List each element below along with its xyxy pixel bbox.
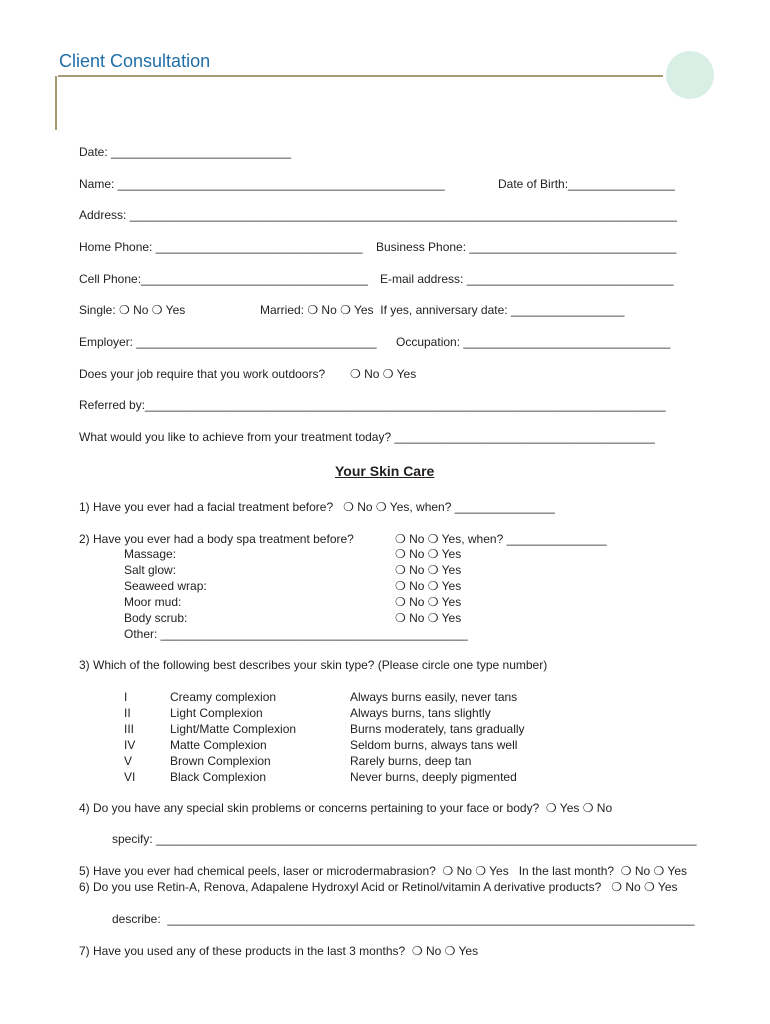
treatment-label: Salt glow: bbox=[124, 563, 177, 577]
question-2-options[interactable]: ❍ No ❍ Yes, when? _______________ bbox=[395, 532, 607, 546]
treatment-label: Moor mud: bbox=[124, 595, 182, 609]
outdoors-question: Does your job require that you work outdoors? bbox=[79, 367, 326, 381]
skin-type-number[interactable]: IV bbox=[124, 738, 136, 752]
question-4[interactable]: 4) Do you have any special skin problems or concerns pertaining to your face or body? ❍ Yes ❍ No bbox=[79, 801, 613, 815]
skin-type-description: Always burns, tans slightly bbox=[350, 706, 491, 720]
business-phone-field[interactable]: Business Phone: _______________________________ bbox=[376, 240, 677, 254]
question-2: 2) Have you ever had a body spa treatment before? bbox=[79, 532, 354, 546]
date-of-birth-field[interactable]: Date of Birth:________________ bbox=[498, 177, 675, 191]
employer-field[interactable]: Employer: ____________________________________ bbox=[79, 335, 377, 349]
header-divider bbox=[58, 75, 663, 77]
skin-type-description: Always burns easily, never tans bbox=[350, 690, 518, 704]
address-field[interactable]: Address: __________________________________________________________________________________ bbox=[79, 208, 677, 222]
question-6[interactable]: 6) Do you use Retin-A, Renova, Adapalene Hydroxyl Acid or Retinol/vitamin A derivative products? ❍ No ❍ Yes bbox=[79, 880, 678, 894]
skin-type-description: Burns moderately, tans gradually bbox=[350, 722, 525, 736]
outdoors-options[interactable]: ❍ No ❍ Yes bbox=[350, 367, 417, 381]
date-field[interactable]: Date: ___________________________ bbox=[79, 145, 292, 159]
email-field[interactable]: E-mail address: _______________________________ bbox=[380, 272, 674, 286]
skin-type-number[interactable]: III bbox=[124, 722, 135, 736]
question-1[interactable]: 1) Have you ever had a facial treatment before? ❍ No ❍ Yes, when? _______________ bbox=[79, 500, 555, 514]
referred-by-field[interactable]: Referred by:______________________________________________________________________________ bbox=[79, 398, 666, 412]
skin-type-description: Never burns, deeply pigmented bbox=[350, 770, 517, 784]
treatment-label: Body scrub: bbox=[124, 611, 188, 625]
skin-type-name: Black Complexion bbox=[170, 770, 267, 784]
skin-type-description: Seldom burns, always tans well bbox=[350, 738, 518, 752]
treatment-options[interactable]: ❍ No ❍ Yes bbox=[395, 611, 462, 625]
question-5[interactable]: 5) Have you ever had chemical peels, laser or microdermabrasion? ❍ No ❍ Yes In the last month? ❍ No ❍ Yes bbox=[79, 864, 687, 878]
question-7[interactable]: 7) Have you used any of these products in the last 3 months? ❍ No ❍ Yes bbox=[79, 944, 479, 958]
decorative-circle bbox=[666, 51, 714, 99]
skin-type-number[interactable]: VI bbox=[124, 770, 136, 784]
treatment-label: Seaweed wrap: bbox=[124, 579, 207, 593]
treatment-options[interactable]: ❍ No ❍ Yes bbox=[395, 595, 462, 609]
question-3: 3) Which of the following best describes your skin type? (Please circle one type number) bbox=[79, 658, 548, 672]
skin-type-name: Creamy complexion bbox=[170, 690, 277, 704]
skin-type-number[interactable]: I bbox=[124, 690, 128, 704]
treatment-options[interactable]: ❍ No ❍ Yes bbox=[395, 563, 462, 577]
single-options[interactable]: Single: ❍ No ❍ Yes bbox=[79, 303, 186, 317]
treatment-label: Massage: bbox=[124, 547, 177, 561]
skin-type-name: Light Complexion bbox=[170, 706, 263, 720]
occupation-field[interactable]: Occupation: _______________________________ bbox=[396, 335, 671, 349]
skin-type-number[interactable]: V bbox=[124, 754, 133, 768]
home-phone-field[interactable]: Home Phone: _______________________________ bbox=[79, 240, 363, 254]
skin-care-heading: Your Skin Care bbox=[335, 463, 435, 479]
other-treatment-field[interactable]: Other: ______________________________________________ bbox=[124, 627, 468, 641]
skin-type-number[interactable]: II bbox=[124, 706, 131, 720]
married-options[interactable]: Married: ❍ No ❍ Yes If yes, anniversary date: _________________ bbox=[260, 303, 625, 317]
treatment-goal-field[interactable]: What would you like to achieve from your treatment today? _______________________________________ bbox=[79, 430, 655, 444]
specify-field[interactable]: specify: _________________________________________________________________________________ bbox=[112, 832, 697, 846]
name-field[interactable]: Name: _________________________________________________ bbox=[79, 177, 445, 191]
page-title: Client Consultation bbox=[59, 51, 211, 71]
treatment-options[interactable]: ❍ No ❍ Yes bbox=[395, 579, 462, 593]
describe-field[interactable]: describe: _______________________________________________________________________________ bbox=[112, 912, 695, 926]
skin-type-name: Matte Complexion bbox=[170, 738, 267, 752]
header-side-rule bbox=[55, 76, 57, 130]
skin-type-description: Rarely burns, deep tan bbox=[350, 754, 472, 768]
cell-phone-field[interactable]: Cell Phone:__________________________________ bbox=[79, 272, 368, 286]
skin-type-name: Brown Complexion bbox=[170, 754, 271, 768]
treatment-options[interactable]: ❍ No ❍ Yes bbox=[395, 547, 462, 561]
skin-type-name: Light/Matte Complexion bbox=[170, 722, 297, 736]
